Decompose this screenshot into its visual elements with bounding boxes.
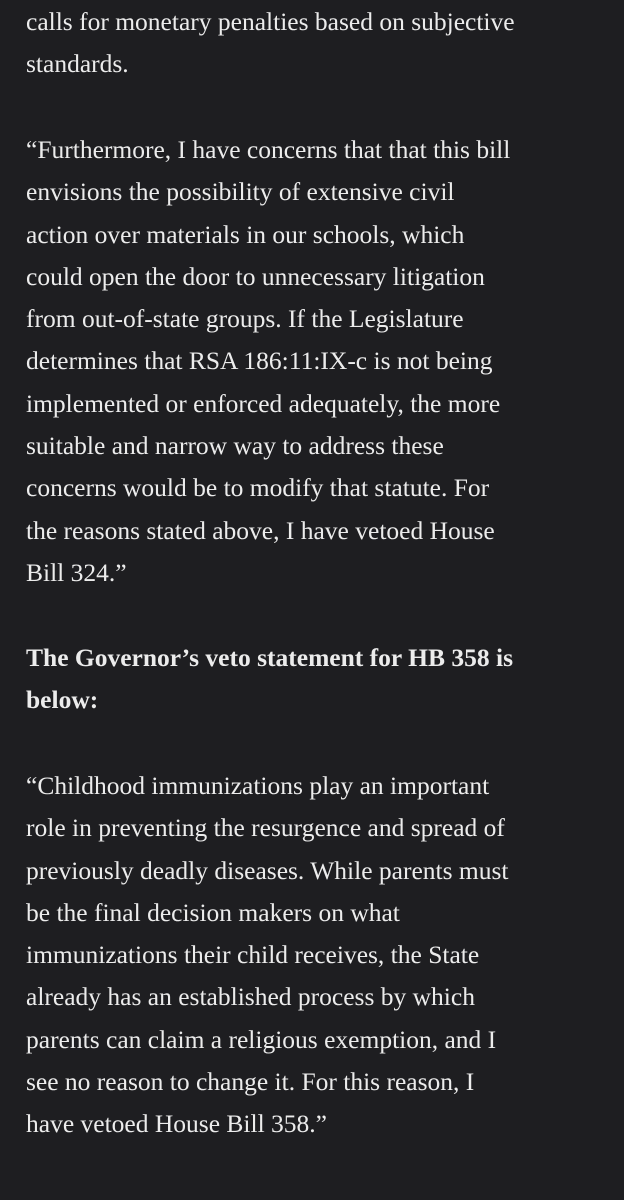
text-line: implemented or enforced adequately, the more: [26, 388, 501, 418]
text-line: calls for monetary penalties based on subjective: [26, 7, 515, 36]
text-line: be the final decision makers on what: [26, 897, 400, 927]
text-line: standards.: [26, 49, 129, 79]
heading-line: The Governor’s veto statement for HB 358 is: [26, 643, 514, 672]
text-line: from out-of-state groups. If the Legislature: [26, 304, 464, 334]
paragraph-hb358-veto-quote: [26, 765, 509, 1146]
text-line: the reasons stated above, I have vetoed House: [26, 515, 495, 545]
text-line: envisions the possibility of extensive civil: [26, 177, 455, 207]
section-heading-hb358: [26, 637, 513, 722]
text-line: already has an established process by which: [26, 982, 475, 1012]
text-line: suitable and narrow way to address these: [26, 431, 444, 461]
text-line: Bill 324.”: [26, 557, 127, 587]
text-line: action over materials in our schools, which: [26, 219, 465, 249]
text-line: see no reason to change it. For this reason, I: [26, 1067, 475, 1097]
text-line: “Childhood immunizations play an important: [26, 771, 490, 800]
text-line: parents can claim a religious exemption, and I: [26, 1024, 497, 1054]
text-line: role in preventing the resurgence and spread of: [26, 813, 505, 843]
text-line: have vetoed House Bill 358.”: [26, 1109, 327, 1139]
paragraph-hb324-veto-quote: [26, 129, 510, 594]
text-line: “Furthermore, I have concerns that that this bill: [26, 135, 511, 164]
text-line: previously deadly diseases. While parents must: [26, 855, 509, 885]
paragraph-penalties-continuation: [26, 1, 515, 86]
text-line: could open the door to unnecessary litigation: [26, 261, 485, 291]
text-line: determines that RSA 186:11:IX-c is not being: [26, 346, 493, 376]
text-line: immunizations their child receives, the State: [26, 940, 480, 970]
heading-line: below:: [26, 685, 99, 715]
text-line: concerns would be to modify that statute. For: [26, 473, 490, 503]
